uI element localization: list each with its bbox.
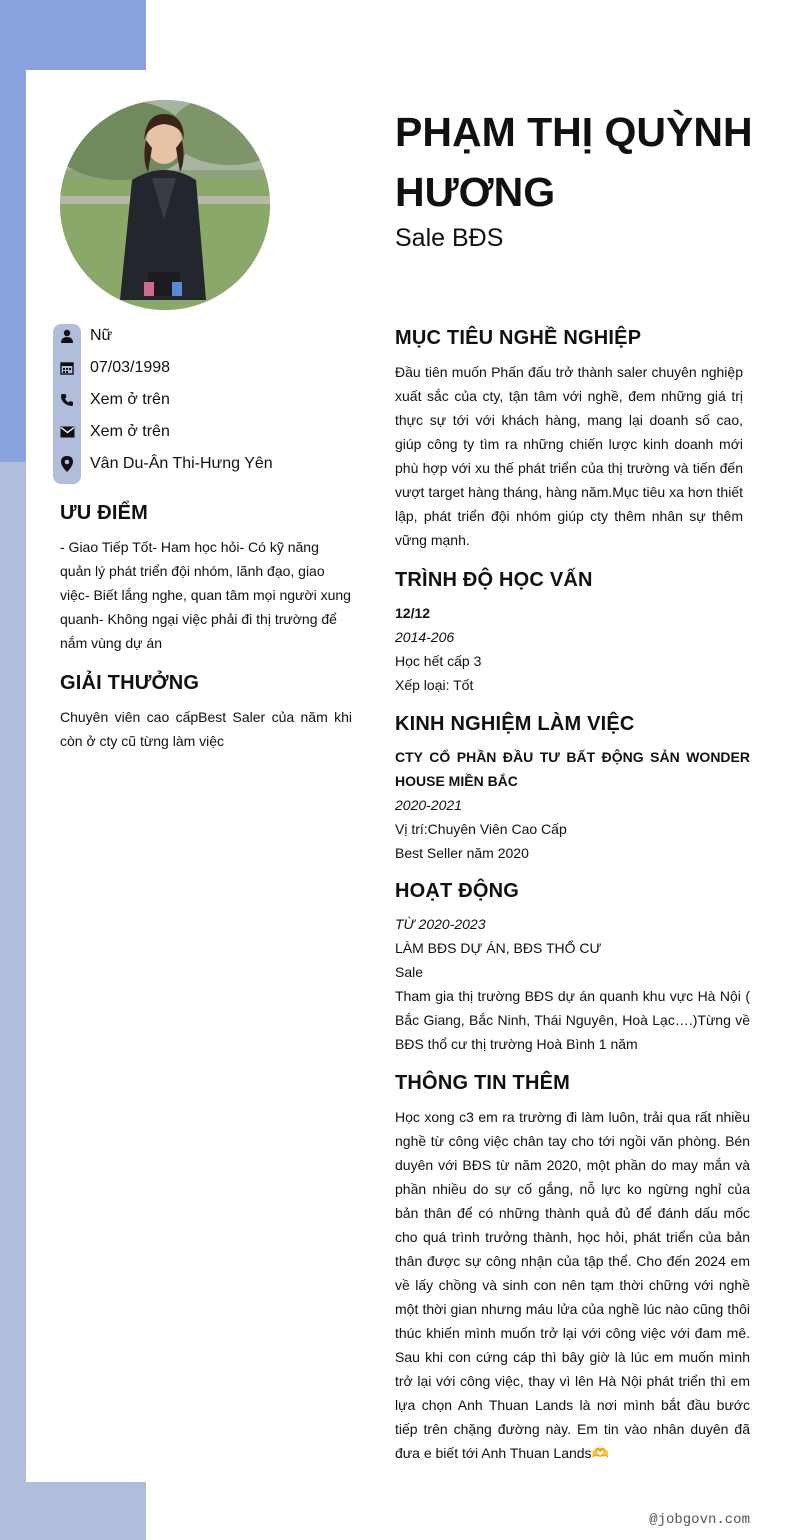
awards-title: GIẢI THƯỞNG bbox=[60, 672, 200, 694]
phone-value: Xem ở trên bbox=[90, 391, 170, 408]
job-title: Sale BĐS bbox=[395, 224, 504, 252]
activities-role: Sale bbox=[395, 964, 424, 980]
education-block bbox=[395, 601, 750, 697]
contact-phone bbox=[53, 386, 353, 414]
contact-gender bbox=[53, 322, 353, 350]
watermark: @jobgovn.com bbox=[649, 1512, 750, 1528]
education-title: TRÌNH ĐỘ HỌC VẤN bbox=[395, 569, 593, 591]
birthdate-value: 07/03/1998 bbox=[90, 359, 171, 376]
person-icon bbox=[53, 322, 81, 350]
experience-achievement: Best Seller năm 2020 bbox=[395, 845, 529, 861]
additional-text: Học xong c3 em ra trường đi làm luôn, trải qua rất nhiều nghề từ công việc chân tay cho tới ngồi văn phòng. Bén duyên với BĐS từ năm 2020, một phần do may mắn và phần nhiều do sự cố gắng, nỗ lực ko ngừng nghỉ của bản thân để có những thành quả đủ để đánh dấu mốc cho quá trình trưởng thành, học hỏi, phát triển của bản thân được sự công nhận của tập thể. Cho đến 2024 em về lấy chồng và sinh con nên tạm thời chững với nghề một thời gian nhưng máu lửa của nghề lúc nào cũng thôi thúc khiến mình muốn trở lại với công việc với đam mê. Sau khi con cứng cáp thì bây giờ là lúc em muốn mình trở lại với công việc, thay vì lên Hà Nội phát triển thì em lựa chọn Anh Thuan Lands là nơi mình bắt đầu bước tiếp trên chặng đường này. Em tin vào nhân duyên đã đưa e biết tới Anh Thuan Lands🫶 bbox=[395, 1109, 750, 1461]
email-value: Xem ở trên bbox=[90, 423, 170, 440]
education-period: 2014-206 bbox=[395, 629, 455, 645]
education-line-1: Học hết cấp 3 bbox=[395, 653, 482, 669]
email-icon bbox=[53, 418, 81, 446]
activities-org: LÀM BĐS DỰ ÁN, BĐS THỔ CƯ bbox=[395, 940, 602, 956]
phone-icon bbox=[53, 386, 81, 414]
activities-title: HOẠT ĐỘNG bbox=[395, 880, 520, 902]
profile-photo bbox=[60, 100, 270, 310]
strengths-text: - Giao Tiếp Tốt- Ham học hỏi- Có kỹ năng quản lý phát triển đội nhóm, lãnh đạo, giao việc- Biết lắng nghe, quan tâm mọi người xung quanh- Không ngại việc phải đi thị trường để nắm vùng dự án bbox=[60, 539, 351, 651]
contact-address bbox=[53, 450, 353, 478]
education-line-2: Xếp loại: Tốt bbox=[395, 677, 474, 693]
experience-title: KINH NGHIỆM LÀM VIỆC bbox=[395, 713, 635, 735]
strengths-title: ƯU ĐIỂM bbox=[60, 502, 148, 524]
experience-period: 2020-2021 bbox=[395, 797, 462, 813]
gender-value: Nữ bbox=[90, 327, 113, 344]
objective-title: MỤC TIÊU NGHỀ NGHIỆP bbox=[395, 327, 642, 349]
contact-birthdate bbox=[53, 354, 353, 382]
activities-period: TỪ 2020-2023 bbox=[395, 916, 486, 932]
awards-text: Chuyên viên cao cấpBest Saler của năm khi còn ở cty cũ từng làm việc bbox=[60, 709, 352, 749]
location-icon bbox=[53, 450, 81, 478]
experience-position: Vị trí:Chuyên Viên Cao Cấp bbox=[395, 821, 567, 837]
contact-email bbox=[53, 418, 353, 446]
activities-desc: Tham gia thị trường BĐS dự án quanh khu vực Hà Nội ( Bắc Giang, Bắc Ninh, Thái Nguyên, Hoà Lạc….)Từng về BĐS thổ cư thị trường Hoà Bình 1 năm bbox=[395, 988, 750, 1052]
candidate-name: PHẠM THỊ QUỲNH HƯƠNG bbox=[395, 109, 753, 215]
calendar-icon bbox=[53, 354, 81, 382]
activities-block bbox=[395, 912, 750, 1056]
additional-title: THÔNG TIN THÊM bbox=[395, 1072, 571, 1094]
objective-text: Đầu tiên muốn Phấn đấu trở thành saler chuyên nghiệp xuất sắc của cty, tận tâm với nghề, đem những giá trị thực sự tới với khách hàng, mang lại doanh số cao, giúp công ty tìm ra những chiến lược kinh doanh mới phù hợp với xu thế phát triển của thị trường và tiến đến vượt target hàng tháng, hàng năm.Mục tiêu xa hơn thiết lập, phát triển đội nhóm giúp cty thêm nhân sự thêm vững mạnh. bbox=[395, 364, 743, 548]
address-value: Vân Du-Ân Thi-Hưng Yên bbox=[90, 455, 273, 472]
experience-company: CTY CỔ PHẦN ĐẦU TƯ BẤT ĐỘNG SẢN WONDER HOUSE MIỀN BẮC bbox=[395, 749, 750, 789]
education-school: 12/12 bbox=[395, 605, 431, 621]
experience-block bbox=[395, 745, 750, 865]
